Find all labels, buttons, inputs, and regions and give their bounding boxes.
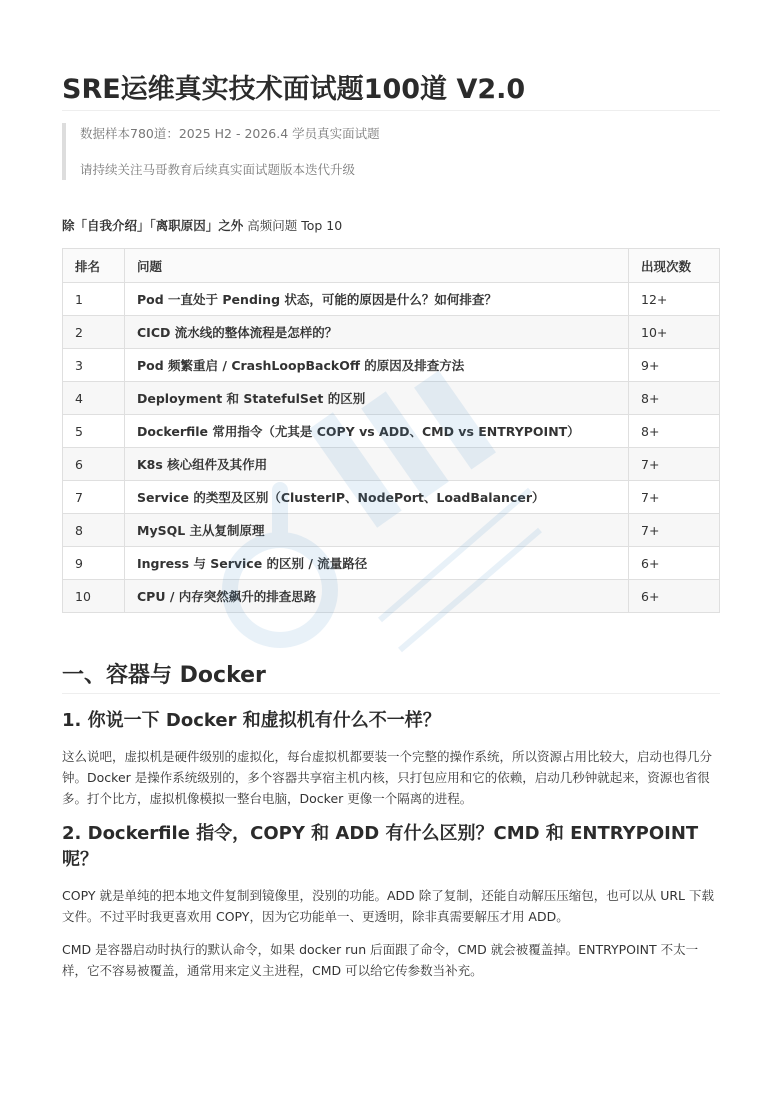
intro-blockquote [62, 123, 720, 180]
document-page [62, 0, 720, 981]
table-row [63, 349, 720, 382]
table-row [63, 382, 720, 415]
rank-cell: 10 [63, 580, 125, 613]
count-cell: 7+ [629, 481, 720, 514]
rank-cell: 3 [63, 349, 125, 382]
count-cell: 10+ [629, 316, 720, 349]
rank-cell: 8 [63, 514, 125, 547]
count-cell: 9+ [629, 349, 720, 382]
document-title: SRE运维真实技术面试题100道 V2.0 [62, 0, 720, 111]
question-cell: CICD 流水线的整体流程是怎样的？ [125, 316, 629, 349]
table-caption-strong: 除「自我介绍」「离职原因」之外 [62, 218, 244, 233]
question-cell: Pod 频繁重启 / CrashLoopBackOff 的原因及排查方法 [125, 349, 629, 382]
table-row [63, 481, 720, 514]
question-cell: Ingress 与 Service 的区别 / 流量路径 [125, 547, 629, 580]
header-rank: 排名 [63, 249, 125, 283]
quote-line-follow: 请持续关注马哥教育后续真实面试题版本迭代升级 [80, 162, 356, 177]
table-row [63, 283, 720, 316]
section-heading-docker: 一、容器与 Docker [62, 661, 720, 694]
rank-cell: 2 [63, 316, 125, 349]
table-row [63, 547, 720, 580]
count-cell: 8+ [629, 415, 720, 448]
rank-cell: 7 [63, 481, 125, 514]
quote-line-sample: 数据样本780道：2025 H2 - 2026.4 学员真实面试题 [80, 126, 380, 141]
header-question: 问题 [125, 249, 629, 283]
table-header-row [63, 249, 720, 283]
answer-paragraph-2a: COPY 就是单纯的把本地文件复制到镜像里，没别的功能。ADD 除了复制，还能自动解压压缩包，也可以从 URL 下载文件。不过平时我更喜欢用 COPY，因为它功能单一、更透明，除非真需要解压才用 ADD。 [62, 888, 714, 924]
question-cell: Pod 一直处于 Pending 状态，可能的原因是什么？如何排查？ [125, 283, 629, 316]
question-cell: CPU / 内存突然飙升的排查思路 [125, 580, 629, 613]
count-cell: 7+ [629, 514, 720, 547]
top10-table [62, 248, 720, 613]
rank-cell: 9 [63, 547, 125, 580]
table-row [63, 514, 720, 547]
table-row [63, 316, 720, 349]
rank-cell: 5 [63, 415, 125, 448]
count-cell: 6+ [629, 580, 720, 613]
question-cell: Service 的类型及区别（ClusterIP、NodePort、LoadBalancer） [125, 481, 629, 514]
count-cell: 8+ [629, 382, 720, 415]
rank-cell: 4 [63, 382, 125, 415]
table-caption [62, 216, 720, 234]
rank-cell: 1 [63, 283, 125, 316]
table-row [63, 580, 720, 613]
count-cell: 6+ [629, 547, 720, 580]
table-caption-normal: 高频问题 Top 10 [243, 218, 343, 233]
rank-cell: 6 [63, 448, 125, 481]
table-row [63, 448, 720, 481]
header-count: 出现次数 [629, 249, 720, 283]
answer-paragraph-1: 这么说吧，虚拟机是硬件级别的虚拟化，每台虚拟机都要装一个完整的操作系统，所以资源占用比较大，启动也得几分钟。Docker 是操作系统级别的，多个容器共享宿主机内核，只打包应用和它的依赖，启动几秒钟就起来，资源也省很多。打个比方，虚拟机像模拟一整台电脑，Docker 更像一个隔离的进程。 [62, 749, 713, 806]
count-cell: 7+ [629, 448, 720, 481]
question-cell: MySQL 主从复制原理 [125, 514, 629, 547]
question-heading-2: 2. Dockerfile 指令，COPY 和 ADD 有什么区别？CMD 和 ENTRYPOINT 呢？ [62, 823, 699, 870]
count-cell: 12+ [629, 283, 720, 316]
table-row [63, 415, 720, 448]
answer-paragraph-2b: CMD 是容器启动时执行的默认命令，如果 docker run 后面跟了命令，CMD 就会被覆盖掉。ENTRYPOINT 不太一样，它不容易被覆盖，通常用来定义主进程，CMD 可以给它传参数当补充。 [62, 942, 699, 978]
question-heading-1: 1. 你说一下 Docker 和虚拟机有什么不一样？ [62, 710, 441, 731]
question-cell: Deployment 和 StatefulSet 的区别 [125, 382, 629, 415]
question-cell: Dockerfile 常用指令（尤其是 COPY vs ADD、CMD vs ENTRYPOINT） [125, 415, 629, 448]
question-cell: K8s 核心组件及其作用 [125, 448, 629, 481]
